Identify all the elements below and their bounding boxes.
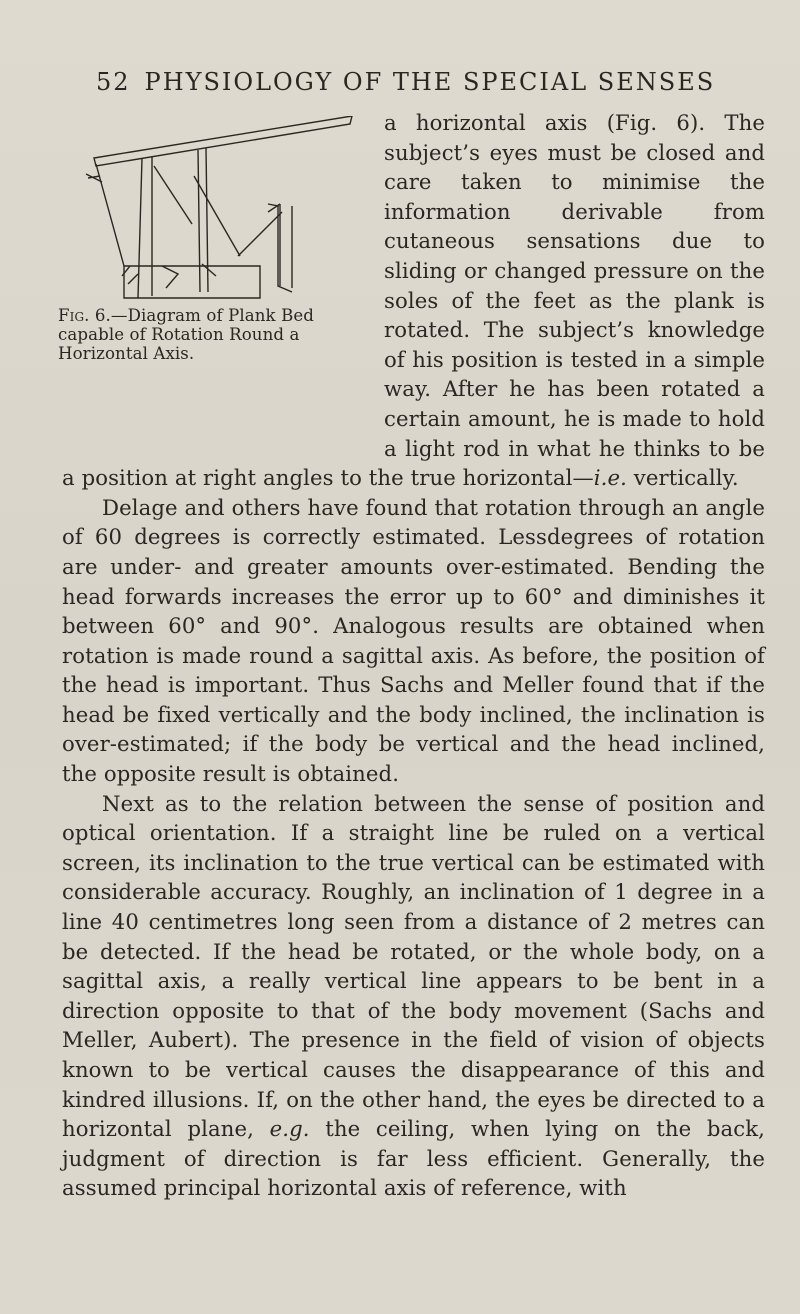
frame-post-left bbox=[138, 158, 142, 298]
paragraph-3 bbox=[62, 789, 765, 1203]
page-number: 52 bbox=[96, 68, 131, 96]
abbrev-ie: i.e. bbox=[593, 465, 627, 491]
paragraph-3-end: the ceiling, when lying on the back, judgment of direction is far less efficient. Generally, the assumed principal horizontal axis of reference, with bbox=[62, 1116, 766, 1201]
figure-caption bbox=[58, 306, 368, 363]
abbrev-eg: e.g. bbox=[269, 1116, 310, 1142]
paragraph-1-text: a horizontal axis (Fig. 6). The subject’s eyes must be closed and care taken to minimise the information derivable from cutaneous sensations due to sliding or changed pressure on the soles of the feet as the plank is rotated. The subject’s knowledge of his position is tested in a simple way. After he has been rotated a certain amount, he is made to hold a light rod in what he thinks to be a position at right angles to the true horizontal— bbox=[62, 110, 765, 491]
paragraph-3-text: Next as to the relation between the sense of position and optical orientation. If a straight line be ruled on a vertical screen, its inclination to the true vertical can be estimated with considerable accuracy. Roughly, an inclination of 1 degree in a line 40 centimetres long seen from a distance of 2 metres can be detected. If the head be rotated, or the whole body, on a sagittal axis, a really vertical line appears to be bent in a direction opposite to that of the body movement (Sachs and Meller, Aubert). The presence in the field of vision of objects known to be vertical causes the disappearance of this and kindred illusions. If, on the other hand, the eyes be directed to a horizontal plane, bbox=[62, 790, 765, 1142]
figure-label: Fig. 6. bbox=[58, 306, 111, 325]
paragraph-1 bbox=[58, 108, 765, 493]
running-title: PHYSIOLOGY OF THE SPECIAL SENSES bbox=[144, 68, 716, 96]
left-support bbox=[96, 164, 124, 266]
paragraph-2: Delage and others have found that rotation through an angle of 60 degrees is correctly estimated. Lessdegrees of rotation are under- and greater amounts over-estimated. Bending the head forwards increases the error up to 60° and diminishes it between 60° and 90°. Analogous results are obtained when rotation is made round a sagittal axis. As before, the position of the head is important. Thus Sachs and Meller found that if the head be fixed vertically and the body inclined, the inclination is over-estimated; if the body be vertical and the head inclined, the opposite result is obtained. bbox=[62, 494, 765, 787]
paragraph-1-end: vertically. bbox=[626, 465, 739, 491]
figure-6 bbox=[58, 108, 370, 450]
frame-post-mid bbox=[198, 150, 200, 292]
running-head bbox=[96, 68, 736, 96]
plank-bed-diagram bbox=[82, 116, 354, 302]
plank-outline bbox=[94, 116, 352, 166]
base-platform bbox=[124, 266, 260, 298]
figure-caption-text: —Diagram of Plank Bed capable of Rotation Round a Horizontal Axis. bbox=[58, 306, 315, 363]
body-text bbox=[58, 108, 766, 1203]
